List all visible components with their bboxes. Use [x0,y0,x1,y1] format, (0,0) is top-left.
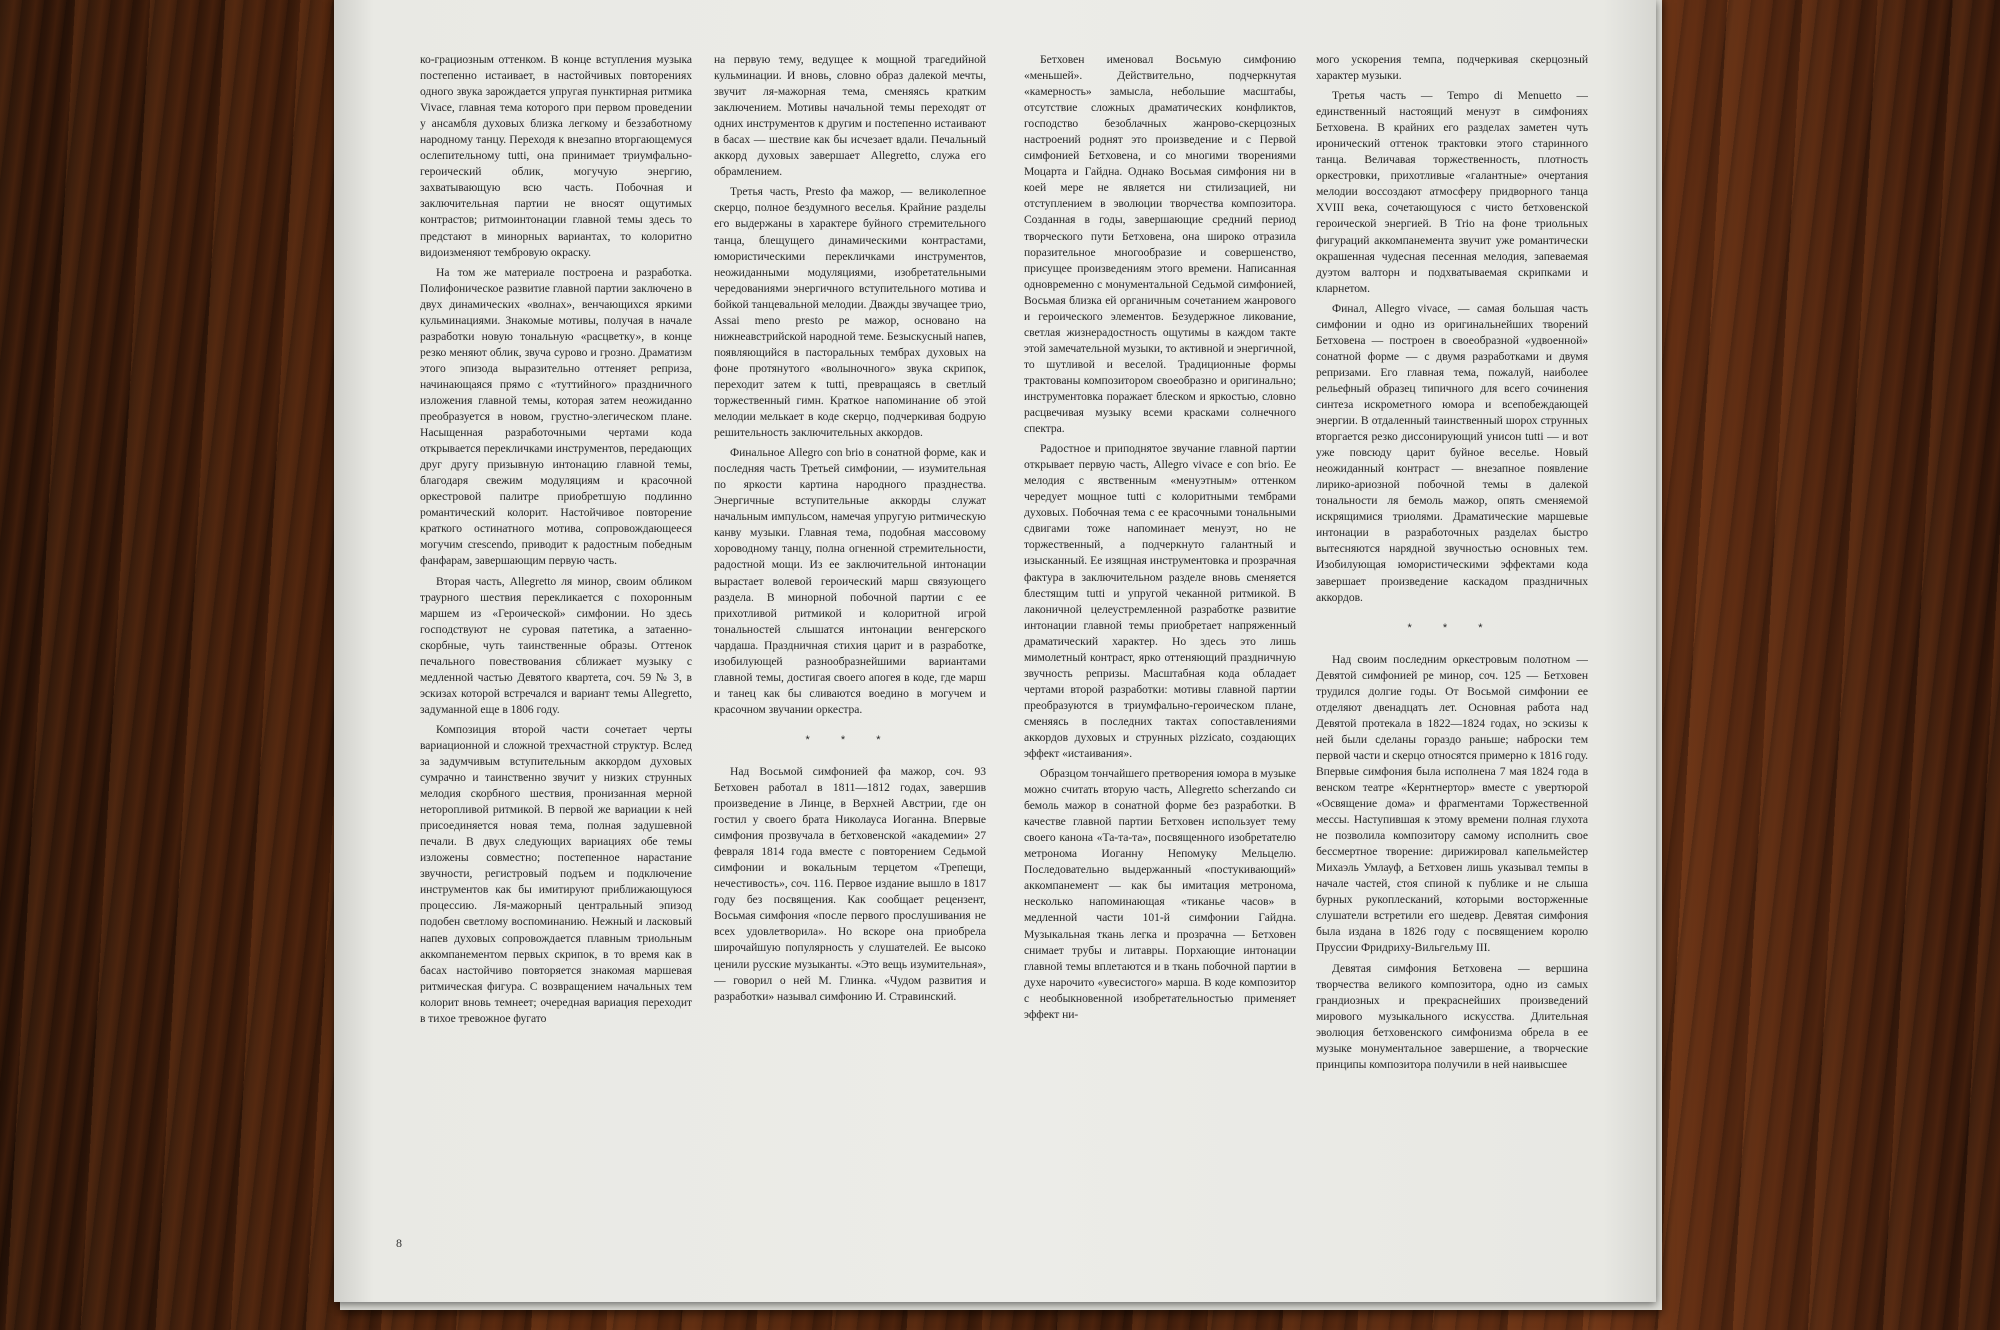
paragraph: Композиция второй части сочетает черты вариационной и сложной трехчастной структур. Вслед за задумчивым вступительным аккордом духовых сумрачно и таинственно звучит у низких струнных мелодия скорбного шествия, пронизанная мерной неторопливой ритмикой. В первой же вариации к ней присоединяется новая тема, полная задушевной печали. В двух следующих вариациях обе темы изложены совместно; постепенное нарастание звучности, регистровый подъем и подключение инструментов как бы имитируют приближающуюся процессию. Ля-мажорный центральный эпизод подобен светлому воспоминанию. Нежный и ласковый напев духовых сопровождается плавным триольным аккомпанементом первых скрипок, в то время как в басах настойчиво повторяется знакомая маршевая ритмическая фигура. С возвращением начальных тем колорит вновь темнеет; очередная вариация переходит в тихое тревожное фугато [420,722,692,1025]
text-column-3 [1024,52,1296,1232]
paragraph-ninth-symphony: Над своим последним оркестровым полотном — Девятой симфонией ре минор, соч. 125 — Бетховен трудился долгие годы. От Восьмой симфонии ее отделяют двенадцать лет. Основная работа над Девятой протекала в 1822—1824 годах, но эскизы к ней были сделаны гораздо раньше; наброски тем первой части и скерцо относятся примерно к 1816 году. Впервые симфония была исполнена 7 мая 1824 года в венском театре «Кернтнертор» вместе с увертюрой «Освящение дома» и фрагментами Торжественной мессы. Наступившая к этому времени полная глухота не позволила композитору самому исполнить свое бессмертное творение: дирижировал капельмейстер Михаэль Умлауф, а Бетховен лишь указывал темпы в начале частей, стоя спиной к публике и не слыша бурных рукоплесканий, которыми восторженные слушатели встретили его шедевр. Девятая симфония была издана в 1826 году с посвящением королю Пруссии Фридриху-Вильгельму III. [1316,652,1588,955]
booklet-page [334,0,1656,1302]
paragraph: на первую тему, ведущее к мощной трагедийной кульминации. И вновь, словно образ далекой мечты, звучит ля-мажорная тема, сменяясь кратким заключением. Мотивы начальной темы переходят от одних инструментов к другим и постепенно истаивают в басах — шествие как бы исчезает вдали. Печальный аккорд духовых завершает Allegretto, служа его обрамлением. [714,53,986,179]
paragraph: Третья часть, Presto фа мажор, — великолепное скерцо, полное бездумного веселья. Крайние разделы его выдержаны в характере буйного стремительного танца, блещущего динамическими контрастами, юмористическими перекличками инструментов, неожиданными модуляциями, изобретательными чередованиями энергичного вступительного мотива и бойкой танцевальной мелодии. Дважды звучащее трио, Assai meno presto ре мажор, основано на нижнеавстрийской народной теме. Безыскусный напев, появляющийся в пасторальных тембрах духовых на фоне протянутого «волыночного» звука скрипок, переходит затем к tutti, превращаясь в светлый торжественный гимн. Краткое напоминание об этой мелодии мелькает в коде скерцо, подчеркивая бодрую решительность заключительных аккордов. [714,185,986,440]
section-separator: * * * [1407,621,1497,634]
paragraph: Радостное и приподнятое звучание главной партии открывает первую часть, Allegro vivace e con brio. Ее мелодия с явственным «менуэтным» оттенком чередует мощное tutti с колоритными тембрами духовых. Побочная тема с ее красочными тональными сдвигами тоже напоминает менуэт, но не торжественный, а подчеркнуто галантный и изысканный. Ее изящная инструментовка и прозрачная фактура в заключительном разделе вновь сменяется блестящим tutti и упругой чеканной ритмикой. В лаконичной целеустремленной разработке развитие интонации главной темы приобретает напряженный драматический характер. Но здесь это лишь мимолетный контраст, ярко оттеняющий праздничную звучность репризы. Масштабная кода обладает чертами второй разработки: мотивы главной партии преобразуются в триумфально-героическом плане, сменяясь в последних тактах сопоставлениями аккордов духовых и струнных pizzicato, создающих эффект «истаивания». [1024,442,1296,761]
paragraph: Девятая симфония Бетховена — вершина творчества великого композитора, одно из самых грандиозных и прекраснейших произведений мирового музыкального искусства. Длительная эволюция бетховенского симфонизма обрела в ее музыке монументальное завершение, а творческие принципы композитора получили в ней наивысшее [1316,961,1588,1071]
paragraph: Вторая часть, Allegretto ля минор, своим обликом траурного шествия перекликается с похоронным маршем из «Героической» симфонии. Но здесь господствуют не суровая патетика, а затаенно-скорбные, чуть таинственные образы. Оттенок печального повествования сближает музыку с медленной частью Девятого квартета, соч. 59 № 3, в эскизах которой встречался и вариант темы Allegretto, задуманной еще в 1806 году. [420,574,692,716]
section-separator: * * * [805,733,895,746]
paragraph: Финал, Allegro vivace, — самая большая часть симфонии и одно из оригинальнейших творений Бетховена — построен в своеобразной «удвоенной» сонатной форме — с двумя разработками и двумя репризами. Его главная тема, пожалуй, наиболее рельефный образец типичного для всего сочинения синтеза искрометного юмора и всепобеждающей энергии. В отдаленный таинственный шорох струнных вторгается резко диссонирующий унисон tutti — и вот уже повсюду царит буйное веселье. Новый неожиданный контраст — внезапное появление лирико-ариозной побочной темы в далекой тональности ля бемоль мажор, опять сменяемой искрящимися триолями. Драматические маршевые интонации в разработочных разделах быстро вытесняются нарядной звучностью основных тем. Изобилующая юмористическими эффектами кода завершает произведение каскадом праздничных аккордов. [1316,301,1588,604]
paragraph: На том же материале построена и разработка. Полифоническое развитие главной партии заключено в двух динамических «волнах», венчающихся яркими кульминациями. Знакомые мотивы, получая в начале разработки новую тональную «расцветку», в конце резко меняют облик, звуча сурово и грозно. Драматизм этого эпизода выразительно оттеняет реприза, начинающаяся прямо с «туттийного» праздничного изложения главной темы, которая затем неожиданно преобразуется в новом, грустно-элегическом плане. Насыщенная разработочными чертами кода открывается перекличками инструментов, передающих друг другу призывную интонацию главной темы, благодаря свежим модуляциям и красочной оркестровой палитре приобретшую подлинно романтический колорит. Настойчивое повторение краткого остинатного мотива, сопровождающееся могучим crescendo, приводит к радостным победным фанфарам, завершающим первую часть. [420,265,692,568]
paragraph: Образцом тончайшего претворения юмора в музыке можно считать вторую часть, Allegretto scherzando си бемоль мажор в сонатной форме без разработки. В качестве главной партии Бетховен использует тему своего канона «Та-та-та», посвященного изобретателю метронома Иоганну Непомуку Мельцелю. Последовательно выдержанный «постукивающий» аккомпанемент — как бы имитация метронома, несколько напоминающая «тиканье часов» в медленной части 101-й симфонии Гайдна. Музыкальная ткань легка и прозрачна — Бетховен снимает трубы и литавры. Порхающие интонации главной темы вплетаются и в ткань побочной партии в духе нарочито «увесистого» марша. В коде композитор с необыкновенной изобретательностью применяет эффект ни- [1024,767,1296,1021]
paragraph: Бетховен именовал Восьмую симфонию «меньшей». Действительно, подчеркнутая «камерность» замысла, небольшие масштабы, отсутствие сложных драматических конфликтов, господство безоблачных жанрово-скерцозных настроений роднят это произведение и с Первой симфонией Бетховена, и со многими творениями Моцарта и Гайдна. Однако Восьмая симфония ни в коей мере не является ни стилизацией, ни отступлением в эволюции творчества композитора. Созданная в годы, завершающие средний период творческого пути Бетховена, она широко отразила поразительное многообразие и совершенство, присущее произведениям этого времени. Написанная одновременно с монументальной Седьмой симфонией, Восьмая близка ей органичным сочетанием жанрового и героического элементов. Безудержное ликование, светлая жизнерадостность ощутимы в каждом такте этой замечательной музыки, то активной и энергичной, то шутливой и веселой. Традиционные формы трактованы композитором своеобразно и оригинально; инструментовка поражает блеском и яркостью, словно расцвечивая музыку всеми красками солнечного спектра. [1024,53,1296,436]
text-column-2 [714,52,986,1232]
paragraph: ко-грациозным оттенком. В конце вступления музыка постепенно истаивает, в настойчивых повторениях одного звука зарождается упругая пунктирная ритмика Vivace, главная тема которого при первом проведении у ансамбля духовых близка легкому и беззаботному народному танцу. Переходя к внезапно вторгающемуся ослепительному tutti, она принимает триумфально-героический облик, могучую энергию, захватывающую всю часть. Побочная и заключительная партии не вносят ощутимых контрастов; ритмоинтонации главной темы здесь то предстают в минорных вариантах, то колоритно видоизменяют тембровую окраску. [420,53,692,259]
page-number: 8 [396,1236,402,1250]
paragraph-eighth-symphony: Над Восьмой симфонией фа мажор, соч. 93 Бетховен работал в 1811—1812 годах, завершив произведение в Линце, в Верхней Австрии, где он гостил у своего брата Николауса Иоганна. Впервые симфония прозвучала в бетховенской «академии» 27 февраля 1814 года вместе с повторением Седьмой симфонии и вокальным терцетом «Трепещи, нечестивость», соч. 116. Первое издание вышло в 1817 году без посвящения. Как сообщает рецензент, Восьмая симфония «после первого прослушивания не всех удовлетворила». Но вскоре она приобрела широчайшую популярность у слушателей. Ее высоко ценили русские музыканты. «Это вещь изумительная», — говорил о ней М. Глинка. «Чудом развития и разработки» называл симфонию И. Стравинский. [714,764,986,1003]
paragraph: Финальное Allegro con brio в сонатной форме, как и последняя часть Третьей симфонии, — изумительная по яркости картина народного празднества. Энергичные вступительные аккорды служат начальным импульсом, намечая упругую ритмическую канву музыки. Главная тема, подобная массовому хороводному танцу, полна огненной стремительности, радостной мощи. Из ее заключительной интонации вырастает волевой героический марш связующего раздела. В минорной побочной партии с ее прихотливой ритмикой и колоритной игрой тональностей слышатся интонации венгерского чардаша. Праздничная стихия царит и в разработке, изобилующей разнообразнейшими вариантами главной темы, достигая своего апогея в коде, где марш и танец как бы сливаются воедино в могучем и красочном звучании оркестра. [714,446,986,716]
text-column-4 [1316,52,1588,1232]
text-column-1 [420,52,692,1232]
paragraph: Третья часть — Tempo di Menuetto — единственный настоящий менуэт в симфониях Бетховена. В крайних его разделах заметен чуть иронический оттенок трактовки этого старинного танца. Величавая торжественность, плотность оркестровки, прихотливые «галантные» очертания мелодии воссоздают атмосферу придворного танца XVIII века, сочетающуюся с чисто бетховенской героической энергией. В Trio на фоне триольных фигураций аккомпанемента звучит уже романтически окрашенная чудесная песенная мелодия, запеваемая дуэтом валторн и подхватываемая скрипками и кларнетом. [1316,89,1588,295]
paragraph: мого ускорения темпа, подчеркивая скерцозный характер музыки. [1316,53,1588,83]
